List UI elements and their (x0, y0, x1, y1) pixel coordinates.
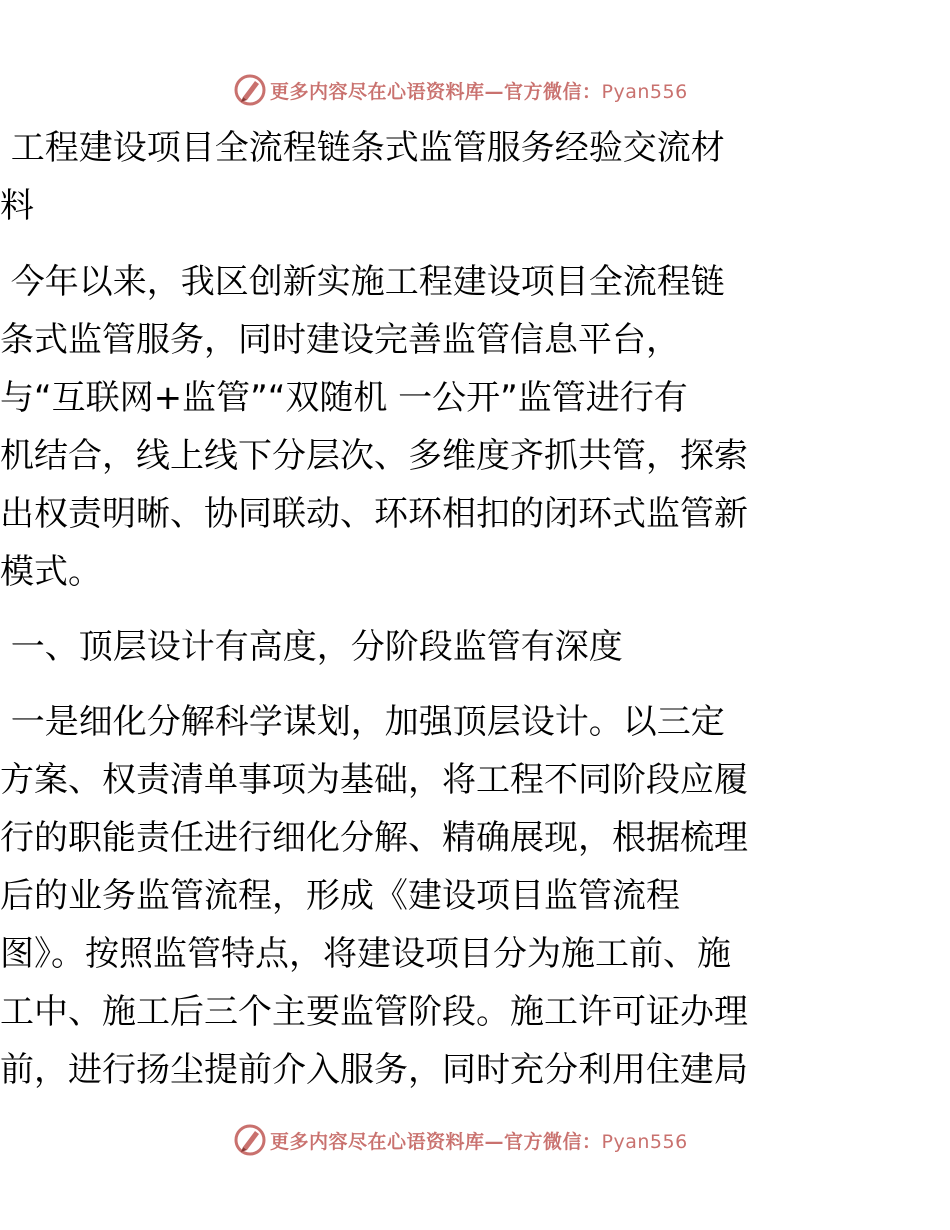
paragraph-2-line-3: 行的职能责任进行细化分解、精确展现，根据梳理 (0, 818, 748, 858)
paragraph-1-line-2: 条式监管服务，同时建设完善监管信息平台， (0, 320, 680, 360)
watermark-text: 更多内容尽在心语资料库—官方微信： (270, 81, 602, 103)
paragraph-2-line-6: 工中、施工后三个主要监管阶段。施工许可证办理 (0, 992, 748, 1032)
paragraph-2-line-2: 方案、权责清单事项为基础，将工程不同阶段应履 (0, 760, 748, 800)
section-heading-1: 一、顶层设计有高度，分阶段监管有深度 (0, 627, 623, 667)
paragraph-1-line-6: 模式。 (0, 552, 102, 592)
paragraph-2-line-1: 一是细化分解科学谋划，加强顶层设计。以三定 (0, 702, 725, 742)
pen-logo-icon (233, 1123, 267, 1157)
paragraph-1-line-4: 机结合，线上线下分层次、多维度齐抓共管，探索 (0, 436, 748, 476)
watermark-text: 更多内容尽在心语资料库—官方微信： (270, 1131, 602, 1153)
paragraph-1-line-3: 与“互联网+监管”“双随机 一公开”监管进行有 (0, 378, 688, 418)
paragraph-2-line-7: 前，进行扬尘提前介入服务，同时充分利用住建局 (0, 1050, 748, 1090)
pen-logo-icon (233, 73, 267, 107)
document-title-line-1: 工程建设项目全流程链条式监管服务经验交流材 (0, 128, 725, 168)
watermark-wechat-id: Pyan556 (601, 1131, 688, 1153)
paragraph-2-line-5: 图》。按照监管特点，将建设项目分为施工前、施 (0, 934, 731, 974)
paragraph-2-line-4: 后的业务监管流程，形成《建设项目监管流程 (0, 876, 680, 916)
watermark-wechat-id: Pyan556 (601, 81, 688, 103)
watermark-header (0, 71, 950, 111)
watermark-footer (0, 1121, 950, 1161)
document-title-line-2: 料 (0, 186, 34, 226)
paragraph-1-line-1: 今年以来，我区创新实施工程建设项目全流程链 (0, 262, 725, 302)
paragraph-1-line-5: 出权责明晰、协同联动、环环相扣的闭环式监管新 (0, 494, 748, 534)
